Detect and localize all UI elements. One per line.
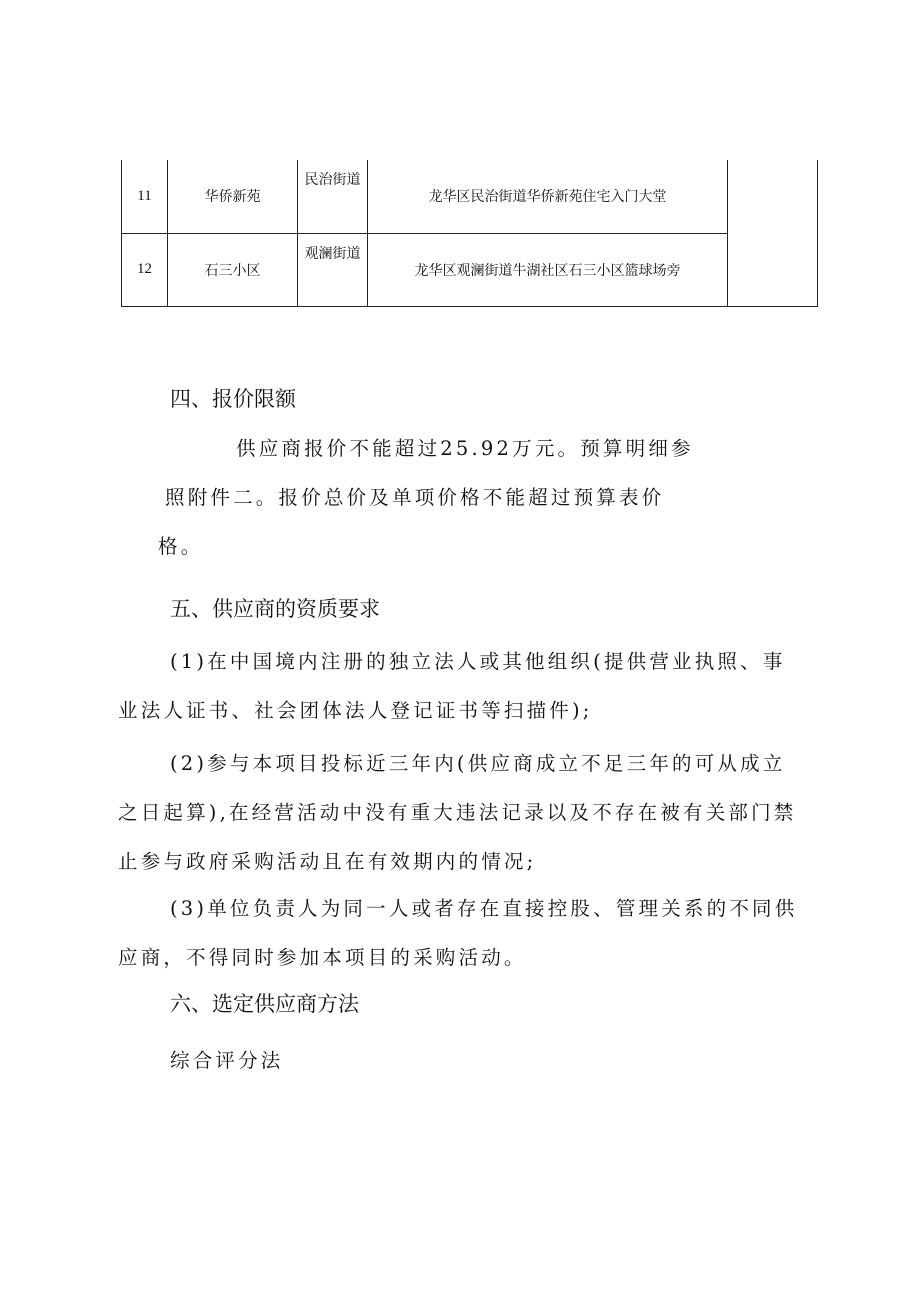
qualification-item-1	[118, 637, 830, 735]
table-row	[122, 233, 818, 306]
community-name: 华侨新苑	[168, 160, 298, 233]
selection-method	[170, 1036, 284, 1085]
street-name: 观澜街道	[298, 233, 368, 306]
section-5-heading: 五、供应商的资质要求	[170, 597, 380, 621]
street-name: 民治街道	[298, 160, 368, 233]
section-4-heading: 四、报价限额	[170, 387, 296, 411]
paragraph-line: 照附件二。报价总价及单项价格不能超过预算表价	[165, 486, 665, 509]
address: 龙华区观澜街道牛湖社区石三小区篮球场旁	[368, 233, 728, 306]
paragraph-line: (3)单位负责人为同一人或者存在直接控股、管理关系的不同供	[170, 897, 798, 920]
paragraph-line: 格。	[158, 535, 204, 558]
quota-paragraph	[158, 424, 730, 571]
paragraph-line: 止参与政府采购活动且在有效期内的情况;	[118, 850, 537, 873]
section-6-heading: 六、选定供应商方法	[170, 992, 359, 1016]
row-number: 11	[122, 160, 168, 233]
paragraph-line: 供应商报价不能超过25.92万元。预算明细参	[236, 437, 694, 460]
paragraph-line: 业法人证书、社会团体法人登记证书等扫描件);	[118, 699, 593, 722]
paragraph-line: 之日起算),在经营活动中没有重大违法记录以及不存在被有关部门禁	[118, 801, 797, 824]
community-name: 石三小区	[168, 233, 298, 306]
table-row	[122, 160, 818, 233]
address: 龙华区民治街道华侨新苑住宅入门大堂	[368, 160, 728, 233]
row-number: 12	[122, 233, 168, 306]
community-address-table	[121, 160, 818, 307]
paragraph-line: 应商，不得同时参加本项目的采购活动。	[118, 946, 527, 969]
paragraph-line: 综合评分法	[170, 1049, 284, 1072]
paragraph-line: (2)参与本项目投标近三年内(供应商成立不足三年的可从成立	[170, 752, 786, 775]
paragraph-line: (1)在中国境内注册的独立法人或其他组织(提供营业执照、事	[170, 650, 786, 673]
empty-cell	[728, 160, 818, 307]
qualification-item-2	[118, 739, 830, 886]
qualification-item-3	[118, 884, 830, 982]
